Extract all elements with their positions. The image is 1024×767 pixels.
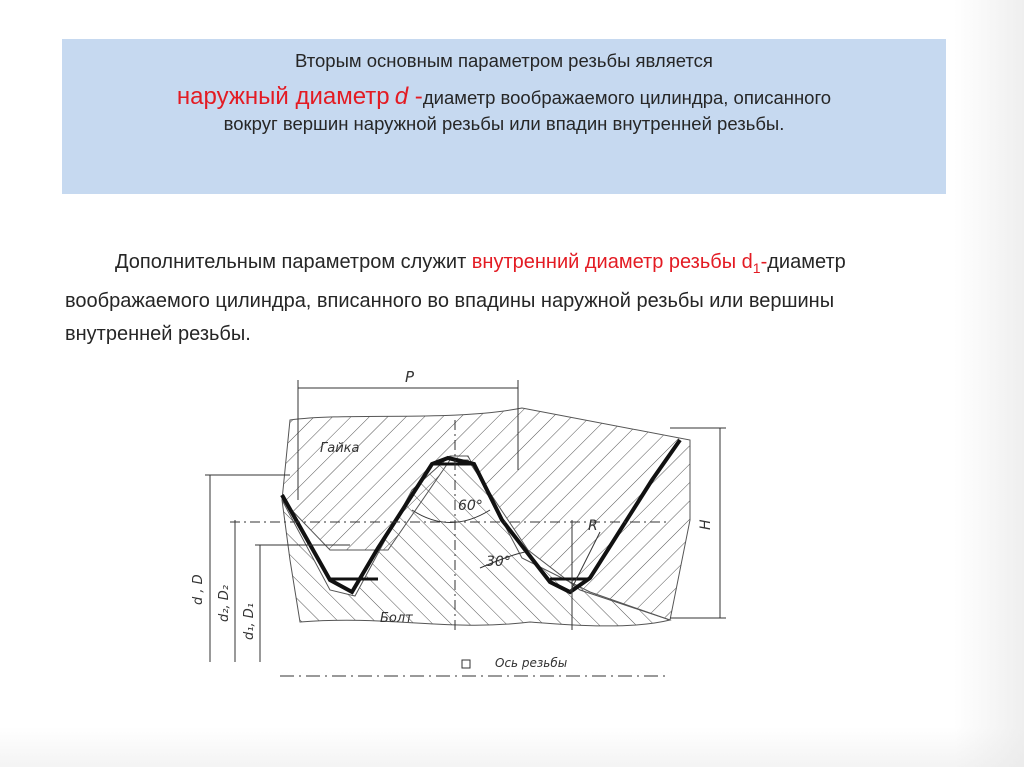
term-outer-diameter-symbol: d [394,83,409,110]
d-D-label: d , D [191,574,206,605]
paragraph-start: Дополнительным параметром служит [115,251,472,273]
slide-right-shadow [954,0,1024,767]
definition-box [62,39,946,194]
thread-profile-diagram [150,360,714,690]
box-line-1: Вторым основным параметром резьбы является [295,50,713,71]
angle-30-label: 30° [486,554,511,570]
nut-label: Гайка [320,441,360,456]
radius-label: R [588,518,598,534]
box-line-2-rest: диаметр воображаемого цилиндра, описанного [422,87,832,108]
slide-bottom-shadow [0,727,1024,767]
pitch-label: P [405,368,415,386]
paragraph-rest: диаметр воображаемого цилиндра, вписанного во впадины наружной резьбы или вершины внутренней резьбы. [65,251,846,345]
axis-marker [462,660,470,668]
d1-D1-label: d₁, D₁ [242,603,257,640]
box-line-2 [62,83,946,111]
term-inner-diameter: внутренний диаметр резьбы d [471,251,753,273]
term-outer-diameter: наружный диаметр [176,83,390,110]
term-dash: - [408,83,423,110]
term-inner-dash: - [760,251,768,273]
box-line-3: вокруг вершин наружной резьбы или впадин внутренней резьбы. [223,113,785,134]
h-label: H [698,519,714,530]
bolt-label: Болт [380,611,413,626]
d2-D2-label: d₂, D₂ [217,585,232,622]
thread-axis-label: Ось резьбы [495,656,568,670]
term-inner-diameter-subscript: 1 [752,260,761,276]
angle-60-label: 60° [458,498,483,514]
additional-parameter-paragraph [65,246,945,351]
